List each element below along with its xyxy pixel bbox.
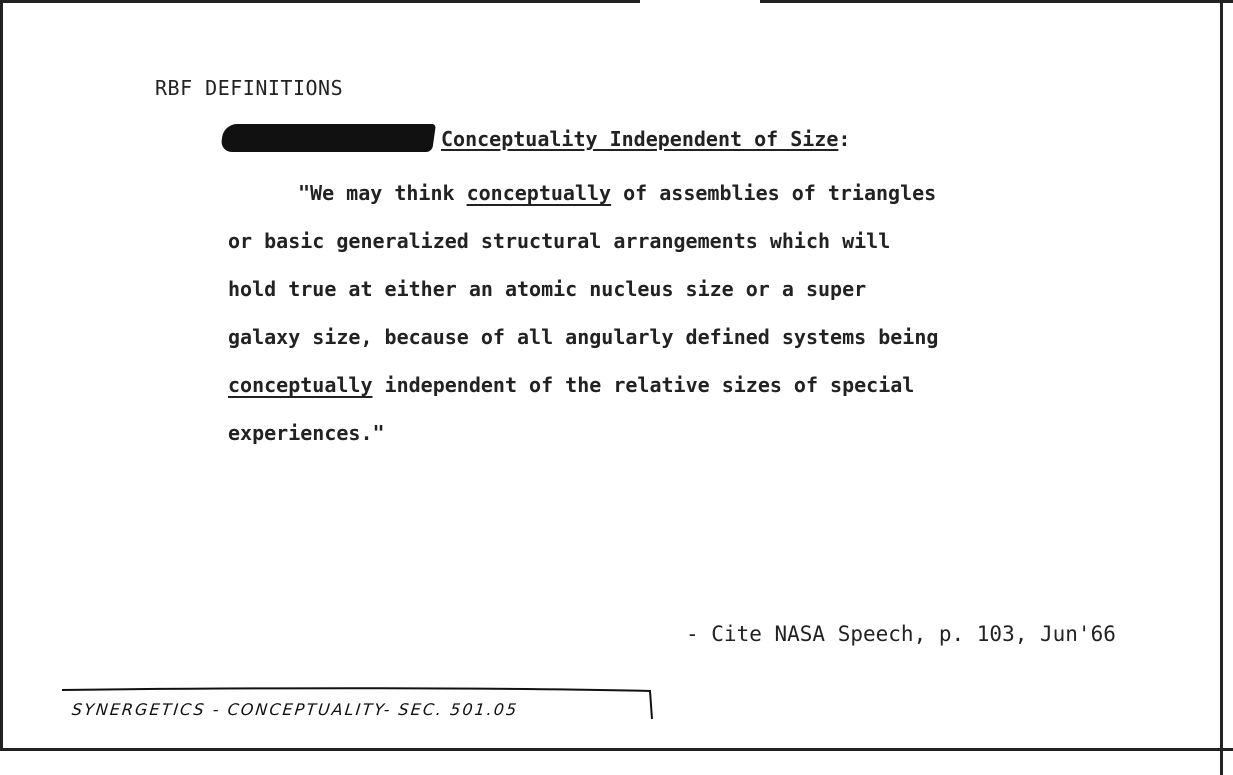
subtitle-colon: :	[838, 127, 851, 151]
quote-underlined-word: conceptually	[228, 373, 373, 397]
subtitle-text: Conceptuality Independent of Size	[441, 127, 839, 151]
quote-text: independent of the relative sizes of special	[372, 373, 915, 397]
quote-text: galaxy size, because of all angularly defined systems being	[228, 325, 939, 349]
quote-line	[228, 265, 1128, 313]
handwritten-note: SYNERGETICS - CONCEPTUALITY- SEC. 501.05	[71, 700, 520, 719]
card-subtitle	[441, 127, 850, 151]
card-border-top	[0, 0, 1233, 3]
quote-line	[228, 169, 1128, 217]
card-border-left	[0, 0, 3, 750]
card-heading: RBF DEFINITIONS	[155, 76, 344, 100]
quote-text: "We may think	[298, 181, 467, 205]
card-border-gap	[640, 0, 760, 3]
quote-text: of assemblies of triangles	[611, 181, 937, 205]
card-border-bottom	[0, 748, 1233, 751]
quote-line	[228, 409, 1128, 457]
quote-text: or basic generalized structural arrangements which will	[228, 229, 891, 253]
quote-block	[228, 169, 1128, 457]
quote-line	[228, 217, 1128, 265]
citation: - Cite NASA Speech, p. 103, Jun'66	[686, 622, 1116, 646]
redaction-mark	[220, 124, 436, 152]
card-border-right	[1220, 0, 1223, 775]
quote-underlined-word: conceptually	[466, 181, 612, 205]
quote-line	[228, 361, 1128, 409]
quote-line	[228, 313, 1128, 361]
quote-text: experiences."	[228, 421, 385, 445]
quote-text: hold true at either an atomic nucleus size or a super	[228, 277, 867, 301]
